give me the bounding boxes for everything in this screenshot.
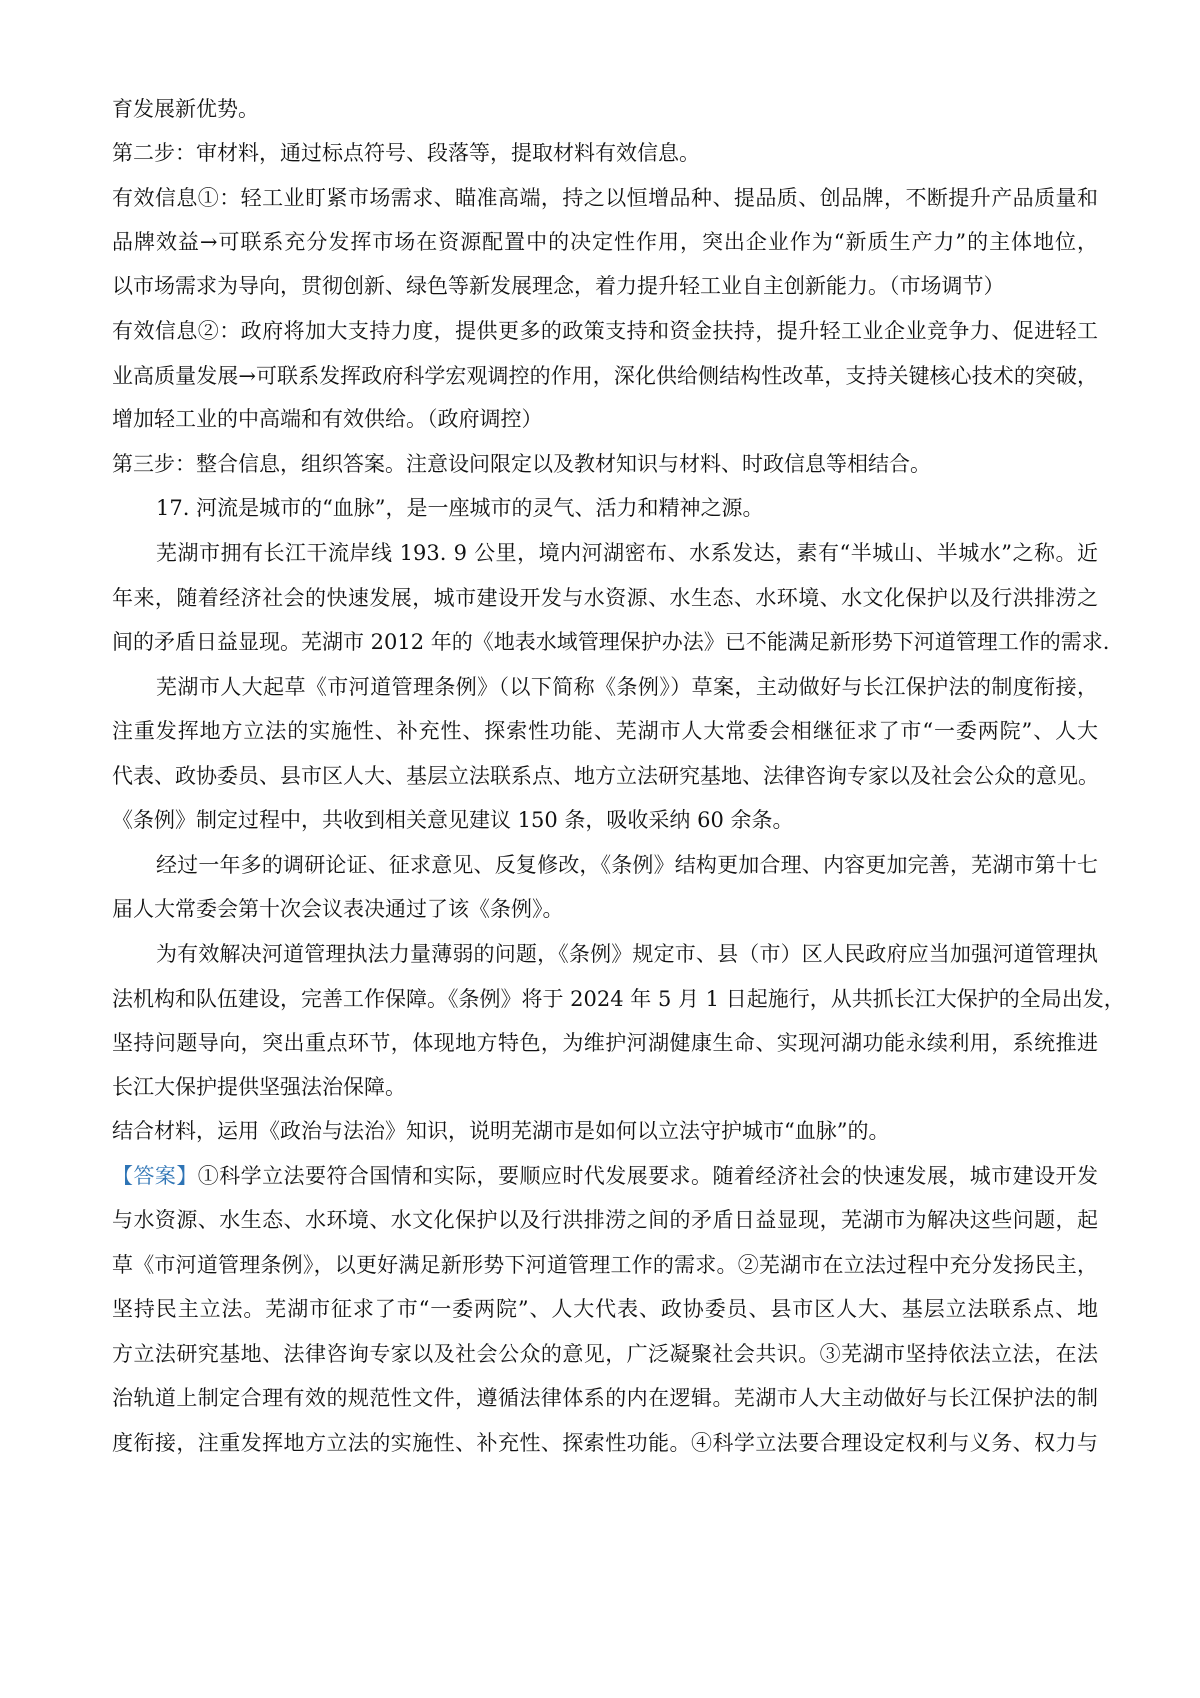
text-line: 业高质量发展→可联系发挥政府科学宏观调控的作用，深化供给侧结构性改革，支持关键核心技术的突破， bbox=[112, 364, 1098, 388]
text-line: 为有效解决河道管理执法力量薄弱的问题，《条例》规定市、县（市）区人民政府应当加强河道管理执 bbox=[156, 942, 1098, 966]
text-line: 芜湖市拥有长江干流岸线 193. 9 公里，境内河湖密布、水系发达，素有“半城山、半城水”之称。近 bbox=[156, 541, 1098, 565]
answer-tag: 【答案】 bbox=[112, 1164, 198, 1188]
text-line: 代表、政协委员、县市区人大、基层立法联系点、地方立法研究基地、法律咨询专家以及社会公众的意见。 bbox=[112, 764, 1099, 788]
text-line: 方立法研究基地、法律咨询专家以及社会公众的意见，广泛凝聚社会共识。③芜湖市坚持依法立法，在法 bbox=[112, 1342, 1098, 1366]
text-line: 间的矛盾日益显现。芜湖市 2012 年的《地表水域管理保护办法》已不能满足新形势下河道管理工作的需求. bbox=[112, 630, 1110, 654]
text-line: 草《市河道管理条例》，以更好满足新形势下河道管理工作的需求。②芜湖市在立法过程中充分发扬民主， bbox=[112, 1253, 1098, 1277]
text-line: 经过一年多的调研论证、征求意见、反复修改，《条例》结构更加合理、内容更加完善，芜湖市第十七 bbox=[156, 853, 1098, 877]
text-line: 治轨道上制定合理有效的规范性文件，遵循法律体系的内在逻辑。芜湖市人大主动做好与长江保护法的制 bbox=[112, 1386, 1098, 1410]
text-line: 品牌效益→可联系充分发挥市场在资源配置中的决定性作用，突出企业作为“新质生产力”的主体地位， bbox=[112, 230, 1098, 254]
answer-text: ①科学立法要符合国情和实际，要顺应时代发展要求。随着经济社会的快速发展，城市建设开发 bbox=[197, 1164, 1098, 1188]
text-line: 届人大常委会第十次会议表决通过了该《条例》。 bbox=[112, 897, 564, 921]
text-line: 有效信息①：轻工业盯紧市场需求、瞄准高端，持之以恒增品种、提品质、创品牌，不断提升产品质量和 bbox=[112, 186, 1098, 210]
step-three-line: 第三步：整合信息，组织答案。注意设问限定以及教材知识与材料、时政信息等相结合。 bbox=[112, 452, 931, 476]
text-line: 芜湖市人大起草《市河道管理条例》（以下简称《条例》）草案，主动做好与长江保护法的制度衔接， bbox=[156, 675, 1098, 699]
text-line: 育发展新优势。 bbox=[112, 97, 259, 121]
text-line: 增加轻工业的中高端和有效供给。（政府调控） bbox=[112, 407, 543, 431]
text-line: 《条例》制定过程中，共收到相关意见建议 150 条，吸收采纳 60 余条。 bbox=[112, 808, 794, 832]
step-two-line: 第二步：审材料，通过标点符号、段落等，提取材料有效信息。 bbox=[112, 141, 700, 165]
text-line: 注重发挥地方立法的实施性、补充性、探索性功能、芜湖市人大常委会相继征求了市“一委两院”、人大 bbox=[112, 719, 1098, 743]
text-line: 度衔接，注重发挥地方立法的实施性、补充性、探索性功能。④科学立法要合理设定权利与义务、权力与 bbox=[112, 1431, 1098, 1455]
text-line: 有效信息②：政府将加大支持力度，提供更多的政策支持和资金扶持，提升轻工业企业竞争力、促进轻工 bbox=[112, 319, 1098, 343]
text-line: 长江大保护提供坚强法治保障。 bbox=[112, 1075, 406, 1099]
text-line: 坚持问题导向，突出重点环节，体现地方特色，为维护河湖健康生命、实现河湖功能永续利用，系统推进 bbox=[112, 1031, 1098, 1055]
text-line: 年来，随着经济社会的快速发展，城市建设开发与水资源、水生态、水环境、水文化保护以及行洪排涝之 bbox=[112, 586, 1098, 610]
question-prompt: 结合材料，运用《政治与法治》知识，说明芜湖市是如何以立法守护城市“血脉”的。 bbox=[112, 1119, 890, 1143]
question-17-title: 17. 河流是城市的“血脉”，是一座城市的灵气、活力和精神之源。 bbox=[156, 496, 764, 520]
text-line: 坚持民主立法。芜湖市征求了市“一委两院”、人大代表、政协委员、县市区人大、基层立法联系点、地 bbox=[112, 1297, 1098, 1321]
text-line: 法机构和队伍建设，完善工作保障。《条例》将于 2024 年 5 月 1 日起施行，从共抓长江大保护的全局出发， bbox=[112, 987, 1125, 1011]
text-line: 以市场需求为导向，贯彻创新、绿色等新发展理念，着力提升轻工业自主创新能力。（市场调节） bbox=[112, 274, 1005, 298]
text-line: 与水资源、水生态、水环境、水文化保护以及行洪排涝之间的矛盾日益显现，芜湖市为解决这些问题，起 bbox=[112, 1208, 1098, 1232]
answer-line bbox=[112, 1160, 1098, 1190]
